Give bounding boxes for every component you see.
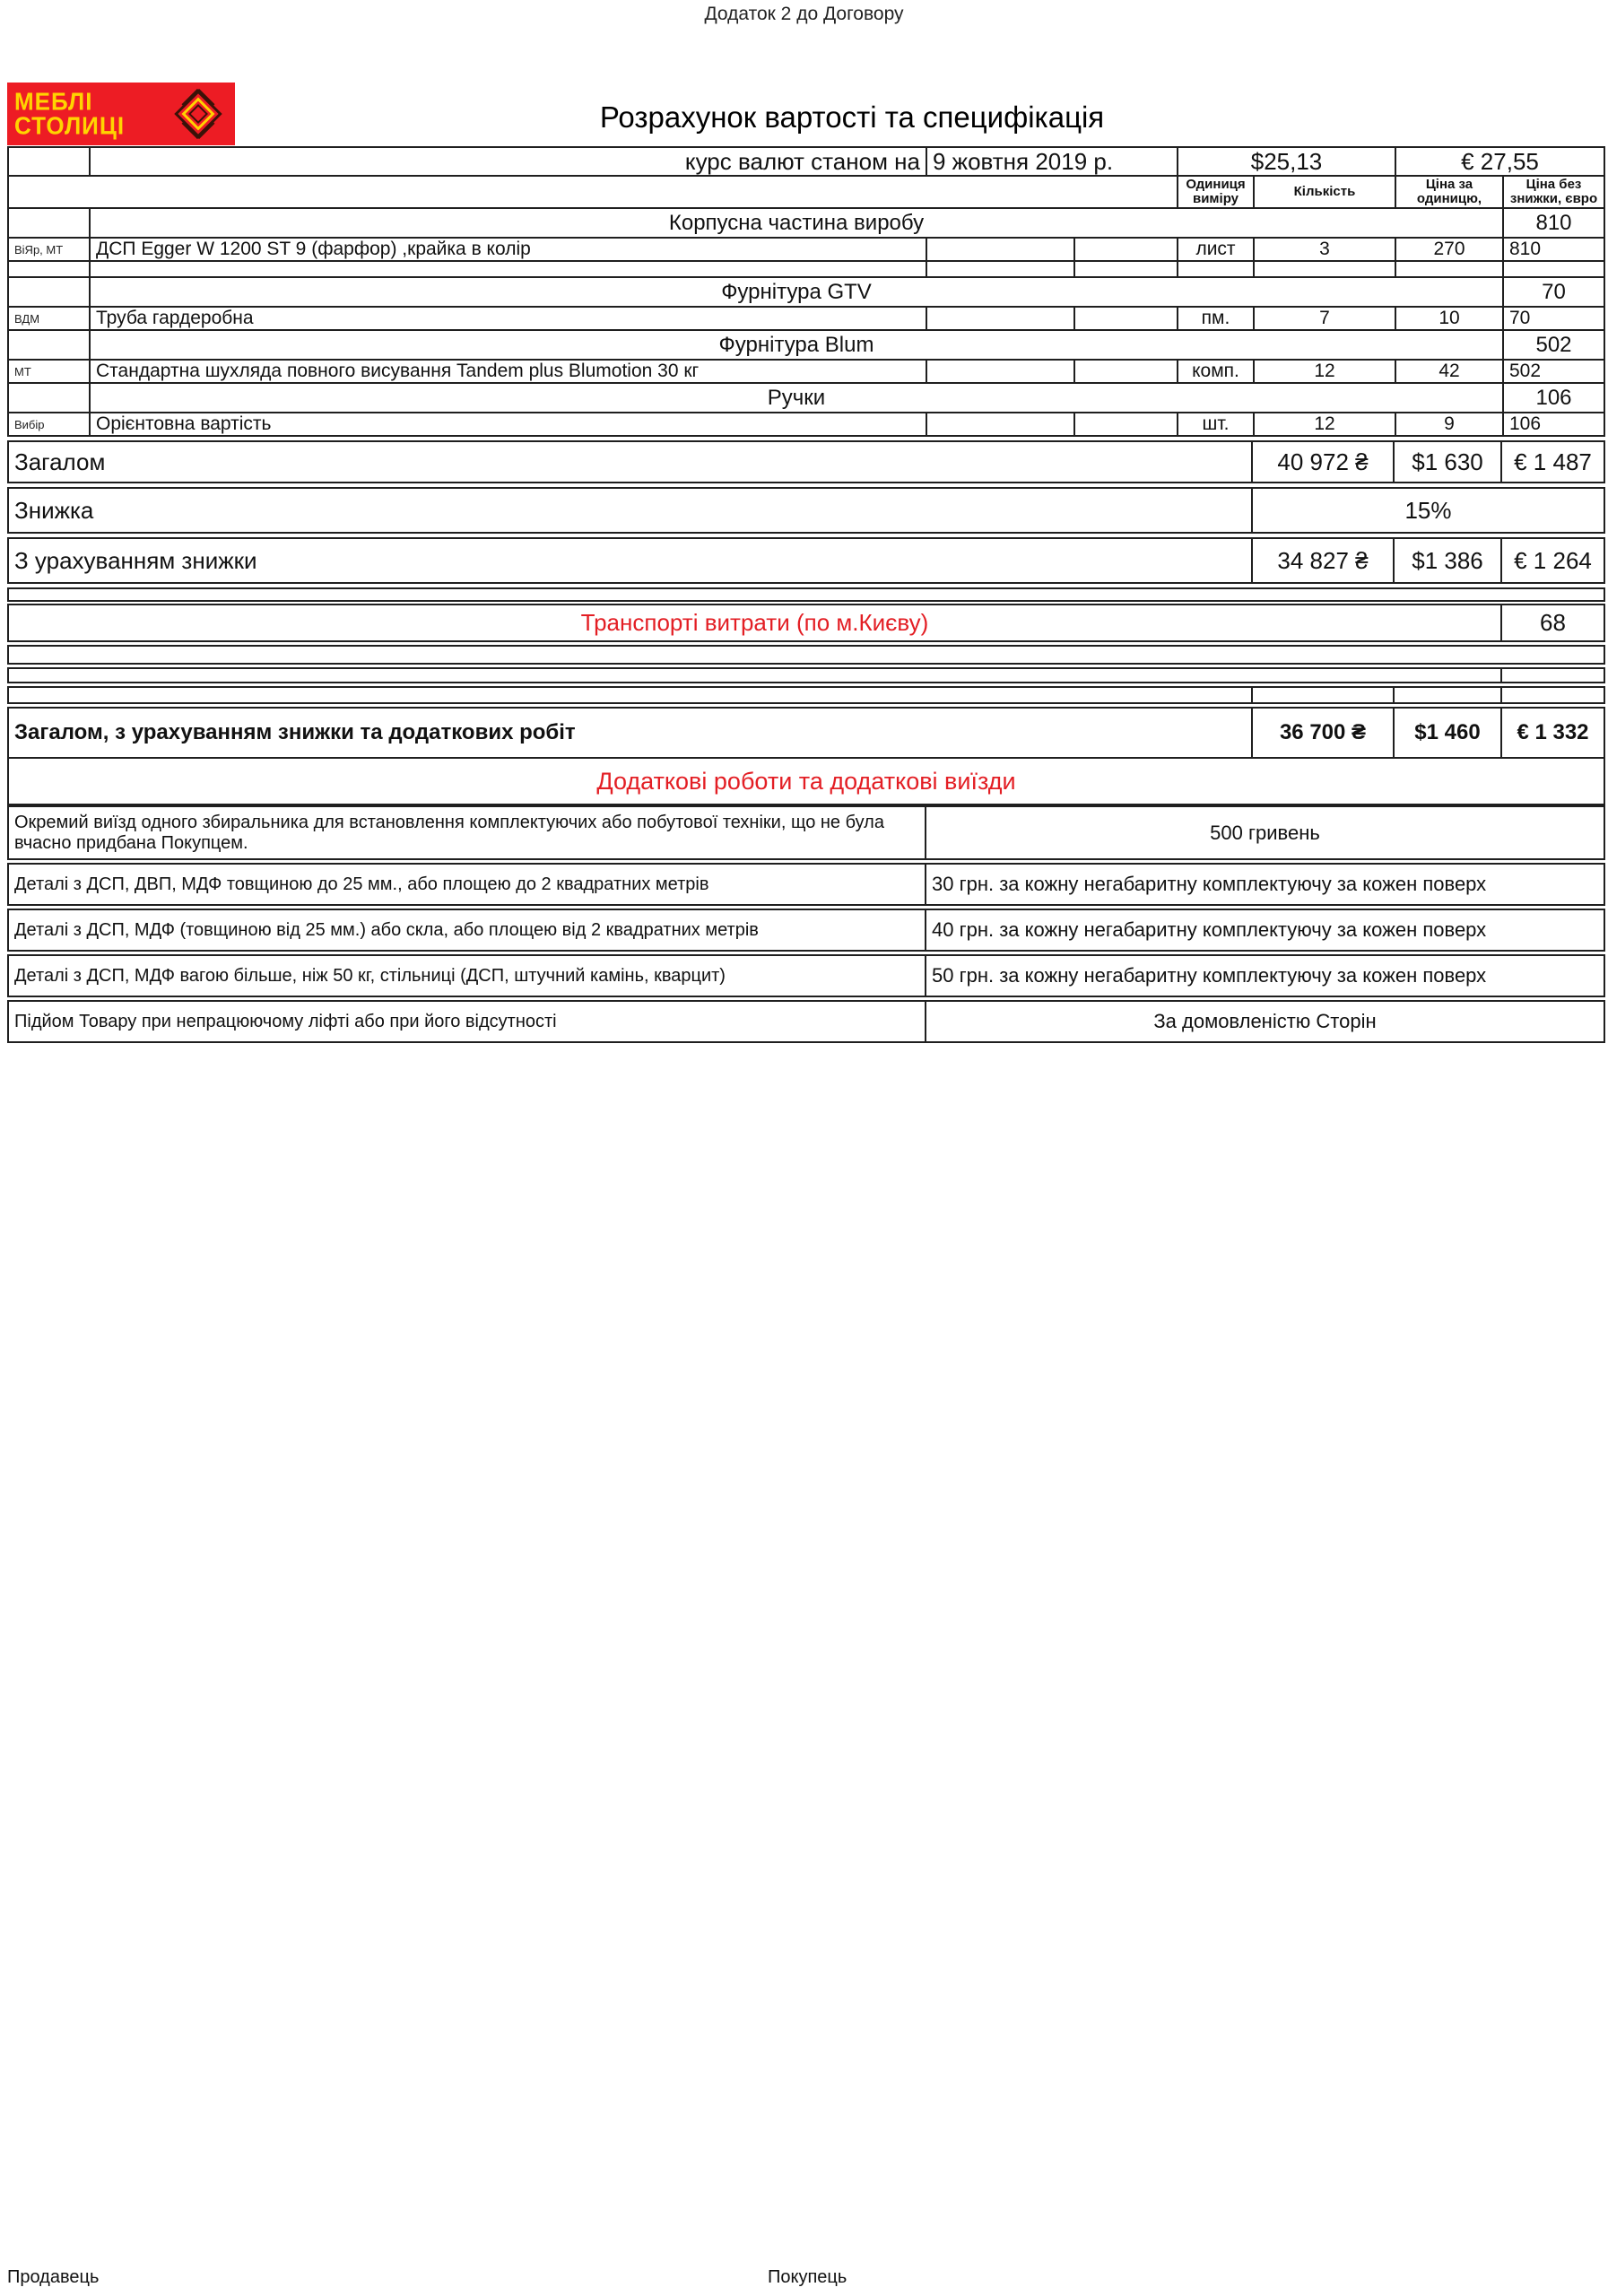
item-code: ВДМ [14, 311, 40, 326]
empty-cell [1177, 262, 1253, 276]
additional-row-5 [7, 1000, 1605, 1043]
spec-table [7, 146, 1605, 1043]
additional-row [9, 865, 1604, 904]
empty-cell [1502, 262, 1604, 276]
item-spacer [926, 239, 1073, 260]
section-title: Фурнітура GTV [89, 278, 1502, 306]
empty-cell [1500, 688, 1604, 702]
logo [7, 83, 235, 145]
additional-heading: Додаткові роботи та додаткові виїзди [596, 767, 1016, 795]
empty-cell [9, 647, 1604, 663]
discount-label: Знижка [14, 496, 94, 524]
spacer-block [7, 587, 1605, 602]
empty-cell [1253, 262, 1395, 276]
item-price: 10 [1395, 308, 1502, 329]
currency-row [9, 148, 1604, 175]
item-qty: 3 [1253, 239, 1395, 260]
page-title: Розрахунок вартості та специфікація [599, 100, 1105, 134]
item-spacer [1073, 361, 1177, 382]
additional-heading-row [9, 757, 1604, 804]
empty-cell [9, 669, 1500, 682]
empty-row [9, 260, 1604, 276]
item-code: Вибір [14, 417, 45, 431]
section-row-blum [9, 329, 1604, 359]
section-total: 502 [1502, 331, 1604, 359]
additional-price: 40 грн. за кожну негабаритну комплектуючу за кожен поверх [925, 910, 1604, 950]
item-spacer [926, 413, 1073, 435]
section-code-cell [9, 209, 89, 237]
with-discount-usd: $1 386 [1393, 539, 1500, 582]
additional-row-4 [7, 954, 1605, 997]
item-qty: 12 [1253, 413, 1395, 435]
eur-rate: € 27,55 [1395, 148, 1604, 175]
item-code: ВіЯр, МТ [14, 242, 64, 257]
item-code: МТ [14, 364, 31, 378]
total-eur: € 1 487 [1500, 442, 1604, 482]
transport-eur: 68 [1500, 605, 1604, 640]
table-header-row [9, 175, 1604, 207]
total-block [7, 440, 1605, 483]
item-total: 106 [1502, 413, 1604, 435]
with-discount-row [9, 539, 1604, 582]
empty-cell [9, 688, 1251, 702]
item-row-drawer [9, 359, 1604, 382]
spacer-row [9, 669, 1604, 682]
with-discount-block [7, 537, 1605, 584]
additional-price: 30 грн. за кожну негабаритну комплектуючу за кожен поверх [925, 865, 1604, 904]
item-spacer [1073, 413, 1177, 435]
item-desc: Труба гардеробна [89, 308, 926, 329]
diamond-icon [170, 86, 226, 142]
additional-row-1 [7, 805, 1605, 860]
empty-cell [1393, 688, 1500, 702]
spacer-row [9, 589, 1604, 600]
discount-block [7, 487, 1605, 534]
additional-desc: Деталі з ДСП, МДФ (товщиною від 25 мм.) або скла, або площею від 2 квадратних метрів [14, 919, 759, 940]
empty-cell [1500, 669, 1604, 682]
discount-value: 15% [1251, 489, 1604, 532]
item-total: 70 [1502, 308, 1604, 329]
item-qty: 12 [1253, 361, 1395, 382]
section-total: 810 [1502, 209, 1604, 237]
logo-text [14, 87, 126, 140]
item-row-dsp [9, 237, 1604, 260]
spacer-block-4 [7, 686, 1605, 704]
col-header-price-no-discount: Ціна без знижки, євро [1502, 177, 1604, 207]
additional-price: 500 гривень [925, 807, 1604, 858]
total-uah: 40 972 ₴ [1251, 442, 1393, 482]
additional-row [9, 1002, 1604, 1041]
item-price: 9 [1395, 413, 1502, 435]
section-title: Корпусна частина виробу [89, 209, 1502, 237]
item-spacer [926, 361, 1073, 382]
grand-total-eur: € 1 332 [1500, 709, 1604, 757]
col-header-qty: Кількість [1253, 177, 1395, 207]
grand-total-uah: 36 700 ₴ [1251, 709, 1393, 757]
with-discount-label: З урахуванням знижки [14, 546, 257, 574]
item-row-estimate [9, 412, 1604, 435]
spacer-row [9, 647, 1604, 663]
item-price: 270 [1395, 239, 1502, 260]
additional-price: 50 грн. за кожну негабаритну комплектуючу за кожен поверх [925, 956, 1604, 996]
item-spacer [926, 308, 1073, 329]
additional-row [9, 956, 1604, 996]
section-total: 106 [1502, 384, 1604, 412]
item-unit: пм. [1177, 308, 1253, 329]
additional-row-2 [7, 863, 1605, 906]
spacer-block-2 [7, 645, 1605, 665]
additional-desc: Деталі з ДСП, МДФ вагою більше, ніж 50 кг, стільниці (ДСП, штучний камінь, кварцит) [14, 965, 726, 986]
annex-note: Додаток 2 до Договору [704, 4, 904, 24]
col-header-unit: Одиниця виміру [1177, 177, 1253, 207]
header-empty-cell [9, 177, 1177, 207]
spec-block [7, 146, 1605, 437]
item-spacer [1073, 239, 1177, 260]
section-code-cell [9, 384, 89, 412]
section-code-cell [9, 331, 89, 359]
item-unit: шт. [1177, 413, 1253, 435]
empty-cell [1395, 262, 1502, 276]
empty-cell [89, 262, 926, 276]
item-spacer [1073, 308, 1177, 329]
item-desc: ДСП Egger W 1200 ST 9 (фарфор) ,крайка в колір [89, 239, 926, 260]
empty-cell [1073, 262, 1177, 276]
currency-date: 9 жовтня 2019 р. [926, 148, 1177, 175]
section-row-handles [9, 382, 1604, 412]
item-price: 42 [1395, 361, 1502, 382]
currency-label: курс валют станом на [89, 148, 926, 175]
additional-price: За домовленістю Сторін [925, 1002, 1604, 1041]
item-unit: комп. [1177, 361, 1253, 382]
transport-block [7, 604, 1605, 642]
additional-row [9, 807, 1604, 858]
empty-cell [926, 262, 1073, 276]
additional-desc: Деталі з ДСП, ДВП, МДФ товщиною до 25 мм., або площею до 2 квадратних метрів [14, 874, 709, 894]
usd-rate: $25,13 [1177, 148, 1395, 175]
total-usd: $1 630 [1393, 442, 1500, 482]
additional-row [9, 910, 1604, 950]
logo-line-2: СТОЛИЦІ [14, 111, 126, 140]
additional-desc: Підйом Товару при непрацюючому ліфті або при його відсутності [14, 1011, 557, 1031]
section-total: 70 [1502, 278, 1604, 306]
with-discount-eur: € 1 264 [1500, 539, 1604, 582]
section-title: Фурнітура Blum [89, 331, 1502, 359]
transport-label: Транспорті витрати (по м.Києву) [580, 609, 929, 636]
item-unit: лист [1177, 239, 1253, 260]
item-row-tube [9, 306, 1604, 329]
total-label: Загалом [14, 448, 106, 475]
additional-row-3 [7, 909, 1605, 952]
section-row-gtv [9, 276, 1604, 306]
with-discount-uah: 34 827 ₴ [1251, 539, 1393, 582]
grand-total-usd: $1 460 [1393, 709, 1500, 757]
grand-total-row [9, 709, 1604, 757]
grand-total-block [7, 707, 1605, 805]
grand-total-label: Загалом, з урахуванням знижки та додаткових робіт [14, 720, 576, 744]
buyer-label: Покупець [768, 2267, 847, 2287]
spacer-block-3 [7, 667, 1605, 683]
item-total: 810 [1502, 239, 1604, 260]
section-code-cell [9, 278, 89, 306]
empty-cell [9, 262, 89, 276]
item-total: 502 [1502, 361, 1604, 382]
empty-cell [1251, 688, 1393, 702]
additional-desc: Окремий виїзд одного збиральника для встановлення комплектуючих або побутової техніки, що не була вчасно придбана Покупцем. [14, 812, 884, 853]
item-desc: Орієнтовна вартість [89, 413, 926, 435]
section-row-body [9, 207, 1604, 237]
section-title: Ручки [89, 384, 1502, 412]
seller-label: Продавець [7, 2267, 100, 2287]
total-row [9, 442, 1604, 482]
item-qty: 7 [1253, 308, 1395, 329]
transport-row [9, 605, 1604, 640]
item-desc: Стандартна шухляда повного висування Tandem plus Blumotion 30 кг [89, 361, 926, 382]
empty-cell [9, 589, 1604, 600]
col-header-price-per-unit: Ціна за одиницю, [1395, 177, 1502, 207]
discount-row [9, 489, 1604, 532]
spacer-row [9, 688, 1604, 702]
currency-empty-cell [9, 148, 89, 175]
logo-line-1: МЕБЛІ [14, 87, 93, 117]
